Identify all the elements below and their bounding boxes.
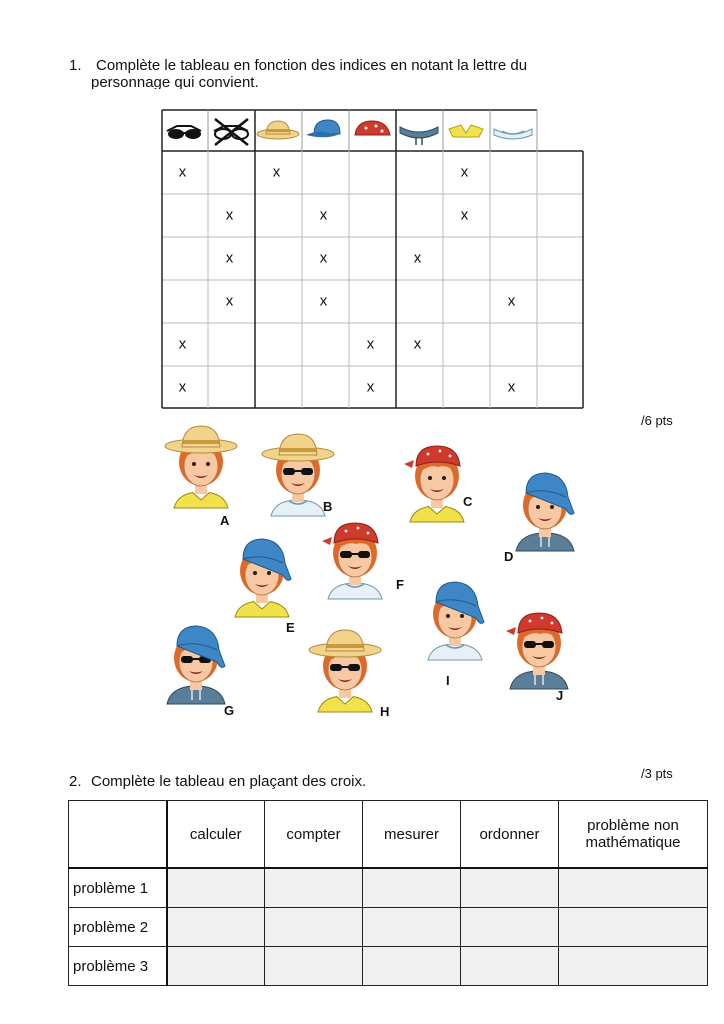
character-g xyxy=(151,616,241,706)
table-row xyxy=(69,868,708,908)
answer-cell[interactable] xyxy=(167,947,265,986)
character-c xyxy=(392,434,482,524)
character-letter: G xyxy=(224,703,235,718)
row-label: problème 3 xyxy=(69,947,167,986)
character-letter: C xyxy=(463,494,473,509)
non-math-line1: problème non xyxy=(587,817,679,834)
answer-cell[interactable] xyxy=(265,908,363,947)
cell-mark: x xyxy=(507,378,516,396)
answer-cell[interactable] xyxy=(265,868,363,908)
character-i xyxy=(410,572,500,662)
clue-table-marks xyxy=(179,163,516,395)
corner-cell xyxy=(69,801,167,869)
answer-cell[interactable] xyxy=(167,908,265,947)
answer-cell[interactable] xyxy=(559,947,708,986)
answer-cell[interactable] xyxy=(363,947,461,986)
character-letter: E xyxy=(286,620,295,635)
cell-mark: x xyxy=(272,163,281,181)
answer-cell[interactable] xyxy=(461,908,559,947)
blue-hood-icon xyxy=(400,127,438,145)
cell-mark: x xyxy=(413,335,422,353)
character-letter: J xyxy=(556,688,564,703)
non-math-line2: mathématique xyxy=(585,834,681,851)
column-header: ordonner xyxy=(461,801,559,869)
sunglasses-icon xyxy=(167,126,201,139)
cell-mark: x xyxy=(319,292,328,310)
exercise1-instruction xyxy=(96,57,616,74)
answer-cell[interactable] xyxy=(559,868,708,908)
blue-cap-icon xyxy=(306,120,340,137)
cell-mark: x xyxy=(366,335,375,353)
answer-cell[interactable] xyxy=(363,868,461,908)
character-letter: H xyxy=(380,704,390,719)
cell-mark: x xyxy=(178,163,187,181)
cell-mark: x xyxy=(319,249,328,267)
round-neck-icon xyxy=(494,129,532,139)
column-header-non-math xyxy=(559,801,708,869)
character-e xyxy=(217,529,307,619)
exercise1-number: 1. xyxy=(69,57,82,74)
clue-table xyxy=(161,109,585,411)
exercise1-instruction-line2: personnage qui convient. xyxy=(91,74,259,89)
character-h xyxy=(300,624,390,714)
exercise2-points: /3 pts xyxy=(641,766,673,781)
row-label: problème 1 xyxy=(69,868,167,908)
cell-mark: x xyxy=(225,292,234,310)
character-letter: I xyxy=(446,673,450,688)
answer-cell[interactable] xyxy=(461,868,559,908)
character-letter: B xyxy=(323,499,333,514)
problem-classification-table xyxy=(68,800,708,986)
answer-cell[interactable] xyxy=(363,908,461,947)
character-letter: A xyxy=(220,513,230,528)
row-label: problème 2 xyxy=(69,908,167,947)
cell-mark: x xyxy=(178,378,187,396)
cell-mark: x xyxy=(225,206,234,224)
character-a xyxy=(156,420,246,510)
character-j xyxy=(494,601,584,691)
cell-mark: x xyxy=(366,378,375,396)
cell-mark: x xyxy=(507,292,516,310)
exercise1-points: /6 pts xyxy=(641,413,673,428)
table-header-row xyxy=(69,801,708,869)
cell-mark: x xyxy=(225,249,234,267)
cell-mark: x xyxy=(178,335,187,353)
table-row xyxy=(69,908,708,947)
red-bandana-icon xyxy=(355,121,390,135)
character-f xyxy=(310,511,400,601)
table-row xyxy=(69,947,708,986)
yellow-collar-icon xyxy=(449,125,483,137)
cell-mark: x xyxy=(460,163,469,181)
no-sunglasses-icon xyxy=(214,119,248,145)
exercise2-instruction: Complète le tableau en plaçant des croix. xyxy=(91,773,367,790)
exercise1-instruction-line1: Complète le tableau en fonction des indices en notant la lettre du xyxy=(96,57,528,74)
character-d xyxy=(500,463,590,553)
answer-cell[interactable] xyxy=(167,868,265,908)
cell-mark: x xyxy=(319,206,328,224)
column-header: mesurer xyxy=(363,801,461,869)
answer-cell[interactable] xyxy=(559,908,708,947)
column-header: compter xyxy=(265,801,363,869)
straw-hat-icon xyxy=(257,121,299,139)
cell-mark: x xyxy=(460,206,469,224)
exercise2-number: 2. xyxy=(69,773,82,790)
cell-mark: x xyxy=(413,249,422,267)
column-header: calculer xyxy=(167,801,265,869)
clue-table-svg xyxy=(161,109,585,411)
character-letter: D xyxy=(504,549,514,564)
character-letter: F xyxy=(396,577,404,592)
answer-cell[interactable] xyxy=(461,947,559,986)
answer-cell[interactable] xyxy=(265,947,363,986)
